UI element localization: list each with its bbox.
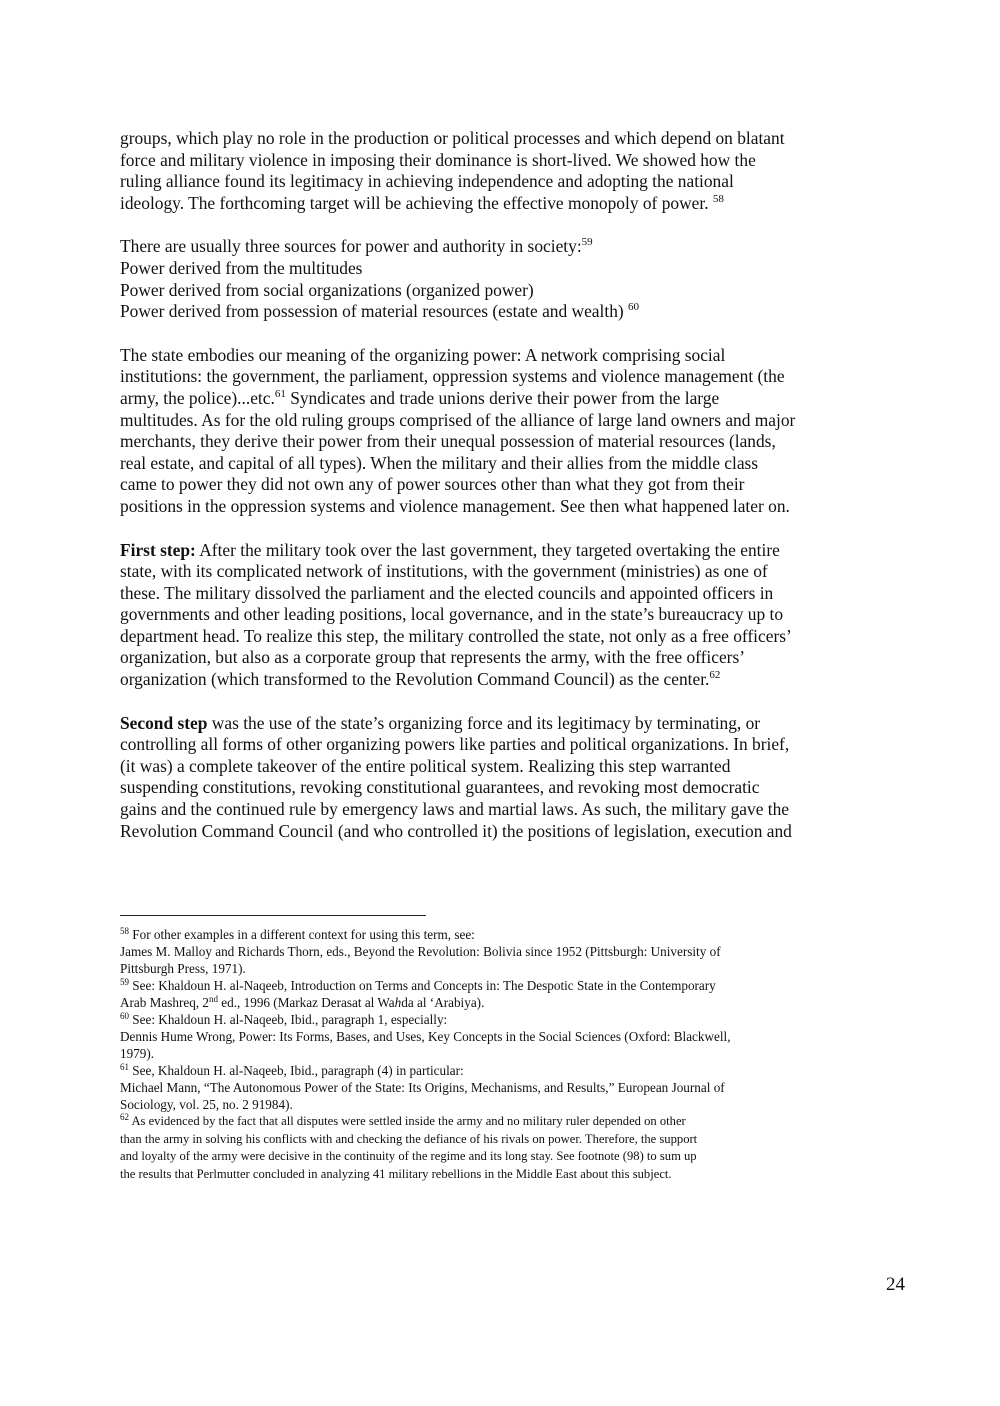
italic-letter: h <box>394 995 402 1010</box>
footnote-ref-61[interactable]: 61 <box>274 387 286 400</box>
text-line <box>120 669 908 691</box>
footnote-number: 60 <box>120 1011 129 1021</box>
text-line <box>120 1062 908 1079</box>
text-line: governments and other leading positions, local governance, and in the state’s bureaucracy up to <box>120 604 784 625</box>
text-line <box>120 540 908 562</box>
text-segment: For other examples in a different context for using this term, see: <box>129 927 475 942</box>
footnote-number: 61 <box>120 1062 129 1072</box>
footnote-58 <box>120 926 908 977</box>
text-line <box>120 1113 908 1131</box>
text-line: these. The military dissolved the parliament and the elected councils and appointed officers in <box>120 582 774 603</box>
text-line: controlling all forms of other organizing powers like parties and political organizations. In brief, <box>120 734 790 755</box>
text-line <box>120 1011 908 1028</box>
text-line: Revolution Command Council (and who controlled it) the positions of legislation, execution and <box>120 820 792 841</box>
footnote-number: 58 <box>120 926 129 936</box>
text-line: (it was) a complete takeover of the entire political system. Realizing this step warranted <box>120 755 731 776</box>
text-line: multitudes. As for the old ruling groups comprised of the alliance of large land owners and major <box>120 409 796 430</box>
text-line: ruling alliance found its legitimacy in achieving independence and adopting the national <box>120 171 734 192</box>
text-segment: There are usually three sources for power and authority in society: <box>120 236 582 257</box>
page-number: 24 <box>886 1274 905 1295</box>
text-segment: ed., 1996 (Markaz Derasat al Wa <box>218 995 395 1010</box>
text-segment: was the use of the state’s organizing force and its legitimacy by terminating, or <box>207 712 761 733</box>
footnote-59 <box>120 977 908 1011</box>
text-segment: da al ‘Arabiya). <box>401 995 485 1010</box>
text-line: came to power they did not own any of power sources other than what they got from their <box>120 474 745 495</box>
text-line: suspending constitutions, revoking constitutional guarantees, and revoking most democratic <box>120 777 760 798</box>
source-item <box>120 280 908 302</box>
text-line <box>120 301 908 323</box>
footnote-ref-59[interactable]: 59 <box>581 236 593 249</box>
step-heading: First step: <box>120 539 196 560</box>
footnote-60 <box>120 1011 908 1062</box>
text-line: Dennis Hume Wrong, Power: Its Forms, Bases, and Uses, Key Concepts in the Social Sciences (Oxford: Blackwell, <box>120 1029 731 1044</box>
footnote-62 <box>120 1113 908 1183</box>
text-line <box>120 236 908 258</box>
text-line: gains and the continued rule by emergency laws and martial laws. As such, the military gave the <box>120 799 790 820</box>
text-line: Pittsburgh Press, 1971). <box>120 961 246 976</box>
text-segment: ideology. The forthcoming target will be achieving the effective monopoly of power. <box>120 192 713 213</box>
footnote-ref-62[interactable]: 62 <box>709 669 721 682</box>
source-item <box>120 301 908 323</box>
paragraph-2 <box>120 236 908 258</box>
text-line: groups, which play no role in the production or political processes and which depend on blatant <box>120 128 785 148</box>
text-line: Sociology, vol. 25, no. 2 91984). <box>120 1097 293 1112</box>
text-line <box>120 994 908 1011</box>
text-line: and loyalty of the army were decisive in the continuity of the regime and its long stay. See footnote (98) to sum up <box>120 1149 697 1164</box>
text-line: department head. To realize this step, the military controlled the state, not only as a free officers’ <box>120 625 792 646</box>
text-segment: army, the police)...etc. <box>120 387 275 408</box>
text-line: James M. Malloy and Richards Thorn, eds., Beyond the Revolution: Bolivia since 1952 (Pittsburgh: University of <box>120 944 721 959</box>
footnote-number: 62 <box>120 1112 129 1122</box>
text-line: Power derived from social organizations (organized power) <box>120 279 534 300</box>
text-segment: Arab Mashreq, 2 <box>120 995 209 1010</box>
text-line: institutions: the government, the parliament, oppression systems and violence management (the <box>120 366 785 387</box>
paragraph-4 <box>120 540 908 691</box>
text-line: merchants, they derive their power from their unequal possession of material resources (lands, <box>120 431 776 452</box>
paragraph-1 <box>120 128 908 214</box>
text-segment: After the military took over the last government, they targeted overtaking the entire <box>195 539 780 560</box>
footnote-ref-60[interactable]: 60 <box>628 301 640 314</box>
text-line: the results that Perlmutter concluded in analyzing 41 military rebellions in the Middle East about this subject. <box>120 1166 672 1181</box>
text-segment: See: Khaldoun H. al-Naqeeb, Introduction on Terms and Concepts in: The Despotic State in the Contemporary <box>129 978 716 993</box>
footnote-separator <box>120 915 426 916</box>
footnote-number: 59 <box>120 977 129 987</box>
text-line: force and military violence in imposing their dominance is short-lived. We showed how the <box>120 149 756 170</box>
text-line: real estate, and capital of all types). When the military and their allies from the middle class <box>120 452 759 473</box>
text-line <box>120 388 908 410</box>
paragraph-3 <box>120 345 908 518</box>
text-line <box>120 713 908 735</box>
ordinal-suffix: nd <box>209 994 218 1004</box>
text-line: state, with its complicated network of institutions, with the government (ministries) as one of <box>120 561 768 582</box>
text-segment: Power derived from possession of material resources (estate and wealth) <box>120 301 629 322</box>
text-segment: Syndicates and trade unions derive their power from the large <box>285 387 720 408</box>
text-line <box>120 926 908 943</box>
text-line <box>120 977 908 994</box>
footnote-61 <box>120 1062 908 1113</box>
page-body <box>120 128 908 842</box>
text-line: 1979). <box>120 1046 155 1061</box>
text-segment: See, Khaldoun H. al-Naqeeb, Ibid., paragraph (4) in particular: <box>129 1063 464 1078</box>
text-line: than the army in solving his conflicts with and checking the defiance of his rivals on power. Therefore, the support <box>120 1131 698 1146</box>
paragraph-5 <box>120 713 908 843</box>
text-segment: organization (which transformed to the Revolution Command Council) as the center. <box>120 669 710 690</box>
power-sources-block <box>120 236 908 322</box>
text-line: positions in the oppression systems and violence management. See then what happened later on. <box>120 495 790 516</box>
source-item <box>120 258 908 280</box>
step-heading: Second step <box>120 712 208 733</box>
footnote-ref-58[interactable]: 58 <box>712 192 724 205</box>
text-line: Michael Mann, “The Autonomous Power of the State: Its Origins, Mechanisms, and Results,” European Journal of <box>120 1080 725 1095</box>
text-segment: See: Khaldoun H. al-Naqeeb, Ibid., paragraph 1, especially: <box>129 1012 448 1027</box>
text-line: Power derived from the multitudes <box>120 257 363 278</box>
text-line <box>120 193 908 215</box>
text-segment: As evidenced by the fact that all disputes were settled inside the army and no military ruler depended on other <box>129 1114 686 1128</box>
footnotes <box>120 926 908 1183</box>
text-line: The state embodies our meaning of the organizing power: A network comprising social <box>120 344 726 365</box>
text-line: organization, but also as a corporate group that represents the army, with the free officers’ <box>120 647 746 668</box>
